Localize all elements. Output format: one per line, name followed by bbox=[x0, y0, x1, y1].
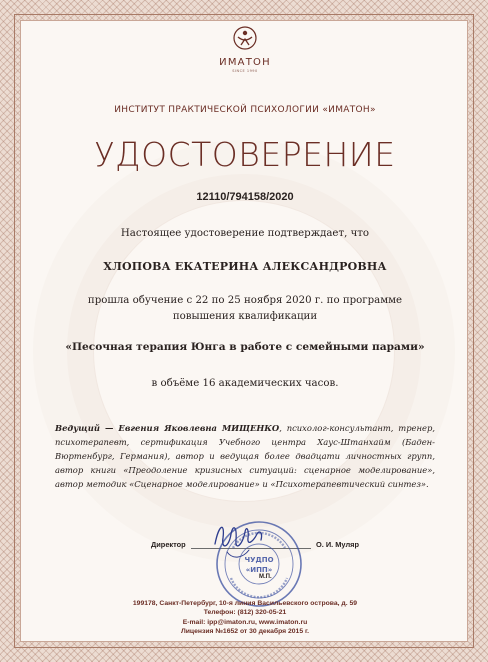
certificate-number: 12110/794158/2020 bbox=[196, 191, 294, 203]
logo-brand: ИМАТОН bbox=[219, 57, 271, 68]
instructor-bio: , психолог-консультант, тренер, психотерапевт, сертификация Учебного центра Хаус-Штанхайм (Баден-Вюртенбург, Германия), автор и ведущая более двадцати личностных групп, автор книги «Преодоление кризисных ситуаций: сценарное моделирование», автор методик «Сценарное моделирование» и «Психотерапевтический синтез». bbox=[55, 423, 436, 489]
intro-text: Настоящее удостоверение подтверждает, что bbox=[120, 228, 370, 239]
completion-text bbox=[21, 293, 469, 325]
imaton-emblem-icon bbox=[232, 25, 258, 51]
stamp-place-label: М.П. bbox=[259, 574, 272, 580]
footer-phone: Телефон: (812) 320-05-21 bbox=[203, 609, 287, 617]
handwritten-signature-icon bbox=[209, 514, 269, 564]
certificate-paper bbox=[20, 20, 468, 642]
recipient-name: ХЛОПОВА ЕКАТЕРИНА АЛЕКСАНДРОВНА bbox=[103, 260, 387, 273]
hours-text: в объёме 16 академических часов. bbox=[151, 378, 339, 389]
program-title: «Песочная терапия Юнга в работе с семейными парами» bbox=[65, 341, 425, 353]
instructor-description bbox=[55, 421, 435, 491]
imaton-logo bbox=[21, 23, 469, 73]
document-title: УДОСТОВЕРЕНИЕ bbox=[94, 135, 396, 174]
footer-license: Лицензия №1652 от 30 декабря 2015 г. bbox=[180, 628, 310, 636]
instructor-lead: Ведущий — Евгения Яковлевна МИЩЕНКО bbox=[55, 423, 280, 433]
signature-role: Директор bbox=[151, 540, 186, 549]
footer-contacts-line: E-mail: ipp@imaton.ru, www.imaton.ru bbox=[182, 618, 308, 626]
logo-since: SINCE 1990 bbox=[232, 69, 258, 73]
completion-line-2: повышения квалификации bbox=[172, 311, 318, 322]
signature-name: О. И. Муляр bbox=[316, 540, 359, 549]
completion-line-1: прошла обучение с 22 по 25 ноября 2020 г. по программе bbox=[87, 295, 403, 306]
footer-contacts bbox=[21, 599, 469, 637]
footer-address: 199178, Санкт-Петербург, 10-я линия Васильевского острова, д. 59 bbox=[132, 600, 358, 607]
stamp-center-line-1: ЧУДПО bbox=[244, 556, 274, 564]
institute-name: ИНСТИТУТ ПРАКТИЧЕСКОЙ ПСИХОЛОГИИ «ИМАТОН» bbox=[114, 105, 376, 115]
stamp-center-line-2: «ИПП» bbox=[245, 566, 273, 574]
